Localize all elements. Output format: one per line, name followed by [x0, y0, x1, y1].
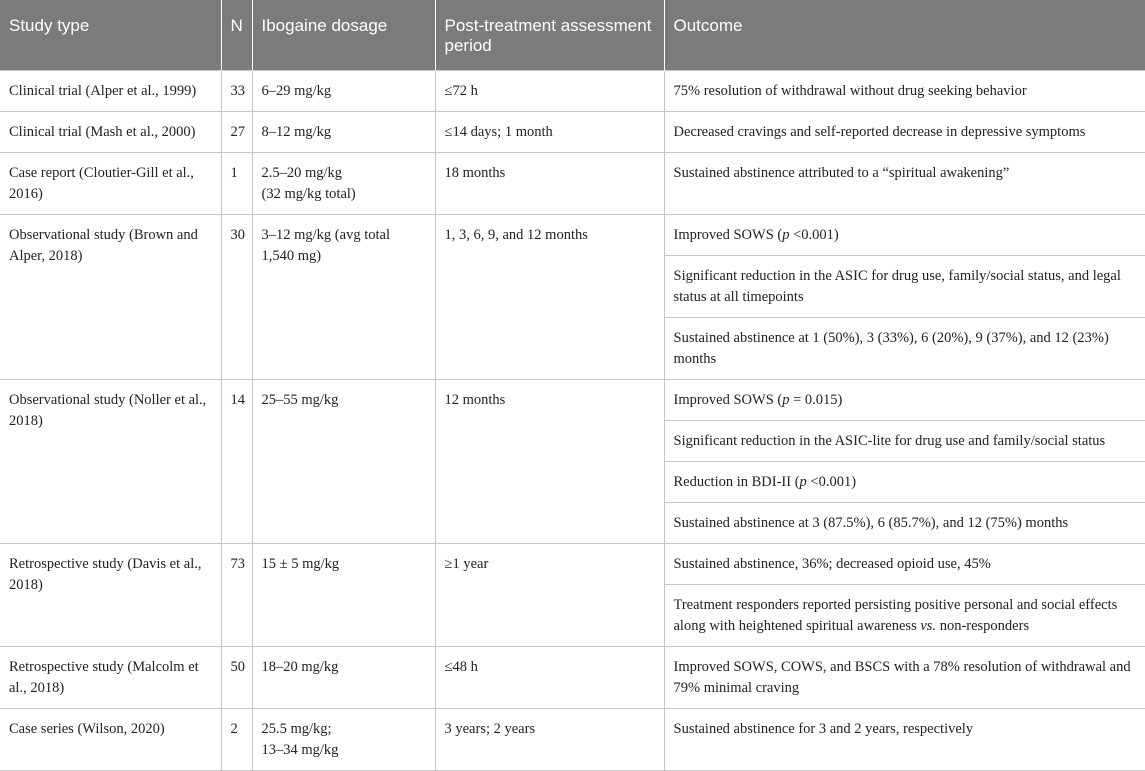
cell-dosage [252, 647, 435, 709]
dosage-line: 6–29 mg/kg [261, 83, 332, 99]
table-row [0, 380, 1145, 421]
outcome-italic-term: p [782, 227, 790, 243]
outcome-italic-term: vs. [920, 618, 937, 634]
cell-outcome [664, 318, 1145, 380]
cell-assessment-period: ≤48 h [435, 647, 664, 709]
dosage-line: 13–34 mg/kg [261, 742, 339, 758]
cell-outcome [664, 462, 1145, 503]
cell-dosage [252, 153, 435, 215]
table-row [0, 71, 1145, 112]
outcome-italic-term: p [799, 474, 807, 490]
cell-n: 50 [221, 647, 252, 709]
cell-assessment-period: 3 years; 2 years [435, 709, 664, 771]
outcome-text: Sustained abstinence for 3 and 2 years, respectively [673, 721, 974, 737]
cell-assessment-period: ≥1 year [435, 544, 664, 647]
table-row [0, 215, 1145, 256]
outcome-text: Significant reduction in the ASIC-lite for drug use and family/social status [673, 433, 1106, 449]
table-row [0, 153, 1145, 215]
outcome-text: <0.001) [806, 474, 857, 490]
cell-dosage [252, 71, 435, 112]
cell-outcome [664, 71, 1145, 112]
outcome-text: = 0.015) [789, 392, 843, 408]
cell-study-type: Case series (Wilson, 2020) [0, 709, 221, 771]
header-study-type: Study type [0, 0, 221, 71]
cell-assessment-period: 12 months [435, 380, 664, 544]
outcome-text: Improved SOWS ( [673, 392, 783, 408]
dosage-line: 8–12 mg/kg [261, 124, 332, 140]
outcome-text: Treatment responders reported persisting positive personal and social effects along with heightened spiritual awareness [673, 597, 1118, 634]
outcome-text: Decreased cravings and self-reported decrease in depressive symptoms [673, 124, 1086, 140]
cell-outcome [664, 544, 1145, 585]
cell-outcome [664, 647, 1145, 709]
cell-study-type: Case report (Cloutier-Gill et al., 2016) [0, 153, 221, 215]
cell-study-type: Retrospective study (Davis et al., 2018) [0, 544, 221, 647]
cell-outcome [664, 503, 1145, 544]
header-n: N [221, 0, 252, 71]
cell-n: 30 [221, 215, 252, 380]
cell-assessment-period: ≤14 days; 1 month [435, 112, 664, 153]
table-row [0, 709, 1145, 771]
cell-n: 73 [221, 544, 252, 647]
outcome-text: Sustained abstinence, 36%; decreased opioid use, 45% [673, 556, 991, 572]
cell-outcome [664, 153, 1145, 215]
cell-outcome [664, 256, 1145, 318]
cell-outcome [664, 585, 1145, 647]
dosage-line: 18–20 mg/kg [261, 659, 339, 675]
dosage-line: 2.5–20 mg/kg [261, 165, 343, 181]
dosage-line: (32 mg/kg total) [261, 186, 356, 202]
cell-outcome [664, 380, 1145, 421]
cell-n: 27 [221, 112, 252, 153]
cell-dosage [252, 380, 435, 544]
cell-dosage [252, 709, 435, 771]
cell-study-type: Observational study (Brown and Alper, 2018) [0, 215, 221, 380]
table-body [0, 71, 1145, 771]
cell-dosage [252, 215, 435, 380]
cell-outcome [664, 421, 1145, 462]
cell-outcome [664, 709, 1145, 771]
dosage-line: 15 ± 5 mg/kg [261, 556, 340, 572]
outcome-text: 75% resolution of withdrawal without drug seeking behavior [673, 83, 1027, 99]
cell-study-type: Observational study (Noller et al., 2018) [0, 380, 221, 544]
cell-assessment-period: 1, 3, 6, 9, and 12 months [435, 215, 664, 380]
cell-dosage [252, 544, 435, 647]
cell-study-type: Clinical trial (Alper et al., 1999) [0, 71, 221, 112]
cell-study-type: Clinical trial (Mash et al., 2000) [0, 112, 221, 153]
table-header [0, 0, 1145, 71]
cell-study-type: Retrospective study (Malcolm et al., 2018) [0, 647, 221, 709]
cell-dosage [252, 112, 435, 153]
cell-assessment-period: ≤72 h [435, 71, 664, 112]
header-outcome: Outcome [664, 0, 1145, 71]
header-ibogaine-dosage: Ibogaine dosage [252, 0, 435, 71]
outcome-italic-term: p [782, 392, 790, 408]
cell-n: 2 [221, 709, 252, 771]
cell-n: 14 [221, 380, 252, 544]
cell-outcome [664, 112, 1145, 153]
cell-n: 1 [221, 153, 252, 215]
outcome-text: non-responders [936, 618, 1030, 634]
header-assessment-period: Post-treatment assessment period [435, 0, 664, 71]
outcome-text: Sustained abstinence at 1 (50%), 3 (33%), 6 (20%), 9 (37%), and 12 (23%) months [673, 330, 1109, 367]
cell-n: 33 [221, 71, 252, 112]
table-row [0, 647, 1145, 709]
outcome-text: Improved SOWS ( [673, 227, 783, 243]
cell-outcome [664, 215, 1145, 256]
outcome-text: Improved SOWS, COWS, and BSCS with a 78% resolution of withdrawal and 79% minimal craving [673, 659, 1131, 696]
dosage-line: 3–12 mg/kg (avg total 1,540 mg) [261, 227, 390, 264]
outcome-text: Sustained abstinence attributed to a “spiritual awakening” [673, 165, 1010, 181]
header-row [0, 0, 1145, 71]
outcome-text: Significant reduction in the ASIC for drug use, family/social status, and legal status at all timepoints [673, 268, 1121, 305]
outcome-text: <0.001) [789, 227, 839, 243]
cell-assessment-period: 18 months [435, 153, 664, 215]
dosage-line: 25.5 mg/kg; [261, 721, 332, 737]
dosage-line: 25–55 mg/kg [261, 392, 339, 408]
outcome-text: Reduction in BDI-II ( [673, 474, 800, 490]
table-row [0, 112, 1145, 153]
outcome-text: Sustained abstinence at 3 (87.5%), 6 (85.7%), and 12 (75%) months [673, 515, 1069, 531]
table-row [0, 544, 1145, 585]
